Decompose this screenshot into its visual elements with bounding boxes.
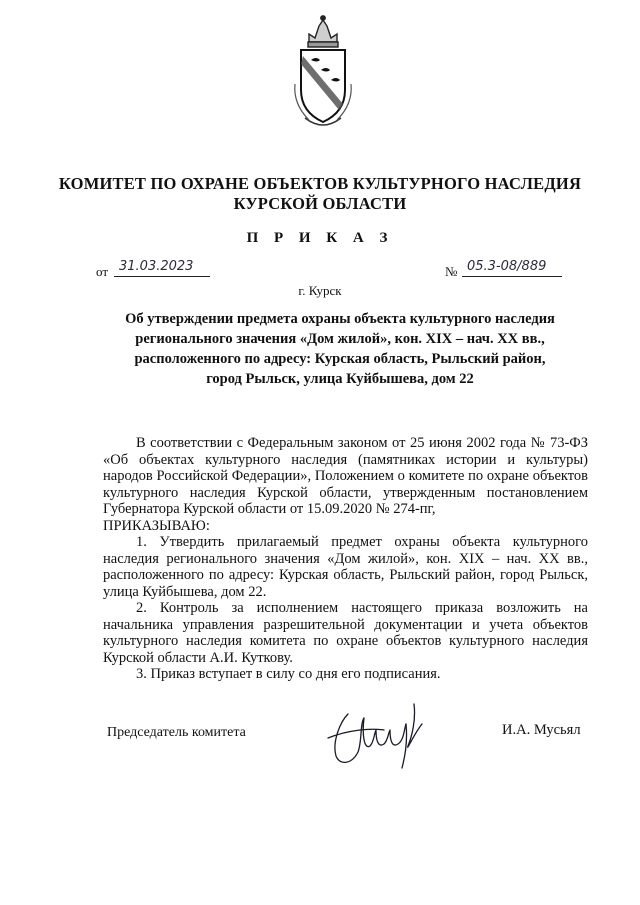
organization-name-line2: КУРСКОЙ ОБЛАСТИ (233, 194, 407, 213)
order-item-2: 2. Контроль за исполнением настоящего приказа возложить на начальника управления разрешительной документации и учета объектов культурного наследия комитета по охране объектов культурного наследия Курской области А.И. Куткову. (103, 600, 588, 666)
handwritten-signature-icon (318, 694, 443, 774)
document-type-title: П Р И К А З (246, 230, 394, 246)
date-value: 31.03.2023 (119, 259, 194, 274)
subject-line: расположенного по адресу: Курская область, Рыльский район, (134, 351, 546, 367)
subject-line: город Рыльск, улица Куйбышева, дом 22 (206, 371, 474, 387)
document-body (103, 435, 588, 683)
signatory-position: Председатель комитета (107, 725, 246, 740)
subject-line: регионального значения «Дом жилой», кон. XIX – нач. XX вв., (135, 331, 545, 347)
signatory-name: И.А. Мусьял (502, 722, 581, 738)
order-item-1: 1. Утвердить прилагаемый предмет охраны объекта культурного наследия регионального значения «Дом жилой», кон. XIX – нач. XX вв., расположенного по адресу: Курская область, Рыльский район, город Рыльск, улица Куйбышева, дом 22. (103, 534, 588, 600)
city: г. Курск (298, 283, 342, 298)
date-underline (114, 276, 210, 277)
order-word: ПРИКАЗЫВАЮ: (103, 517, 210, 534)
order-item-3: 3. Приказ вступает в силу со дня его подписания. (136, 666, 441, 682)
document-number-value: 05.3-08/889 (467, 259, 547, 274)
preamble-paragraph: В соответствии с Федеральным законом от 25 июня 2002 года № 73-ФЗ «Об объектах культурного наследия (памятниках истории и культуры) народов Российской Федерации», Положением о комитете по охране объектов культурного наследия Курской области, утвержденным постановлением Губернатора Курской области от 15.09.2020 № 274-пг, (103, 435, 588, 517)
coat-of-arms-icon (289, 12, 357, 132)
date-label: от (96, 264, 109, 279)
number-underline (462, 276, 562, 277)
number-label: № (445, 264, 458, 279)
subject-line: Об утверждении предмета охраны объекта культурного наследия (125, 311, 555, 327)
document-subject (105, 309, 575, 389)
organization-name-line1: КОМИТЕТ ПО ОХРАНЕ ОБЪЕКТОВ КУЛЬТУРНОГО НАСЛЕДИЯ (58, 174, 582, 193)
